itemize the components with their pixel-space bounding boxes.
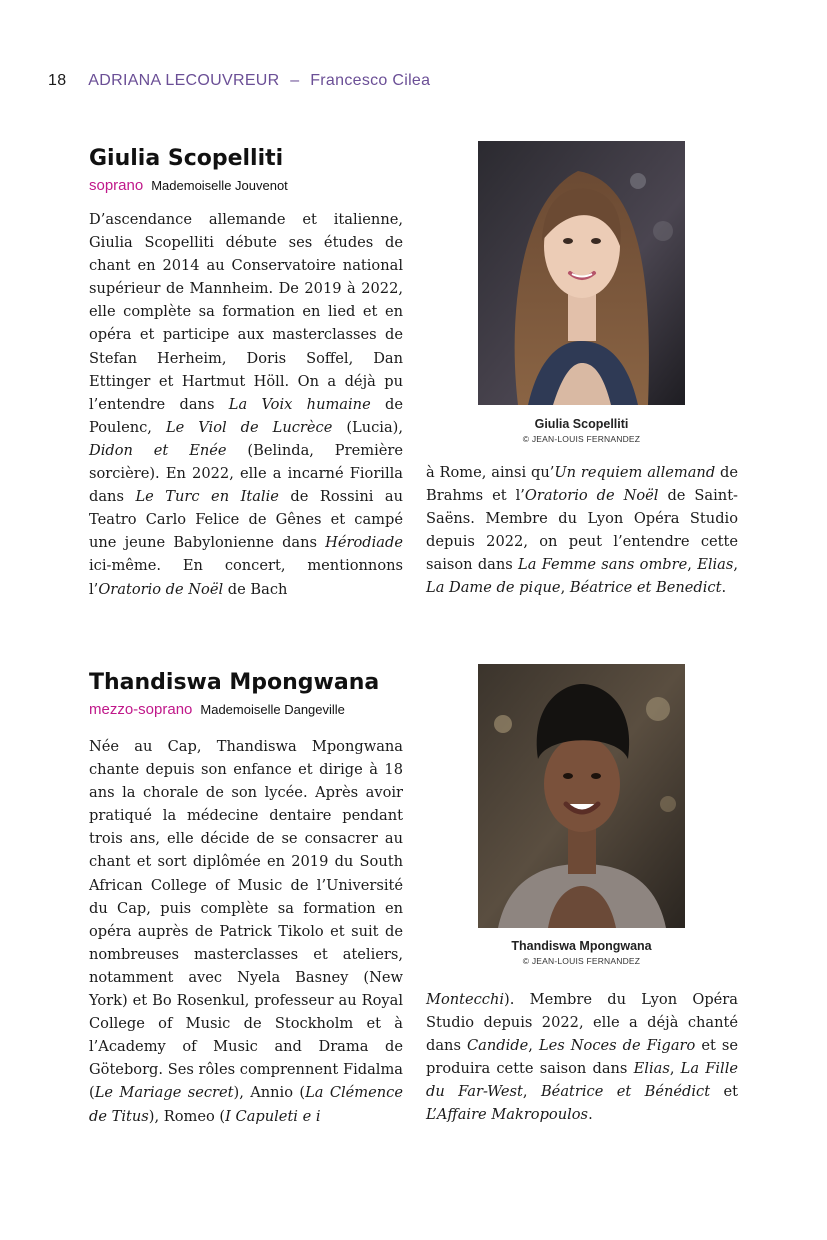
artist-role-line — [89, 177, 288, 194]
voice-type: soprano — [89, 177, 144, 194]
artist-bio-right: Montecchi). Membre du Lyon Opéra Studio depuis 2022, elle a déjà chanté dans Candide, Les Noces de Figaro et se produira cette saison dans Elias, La Fille du Far-West, Béatrice et Bénédict et L’Affaire Makropoulos. — [426, 991, 739, 1124]
opera-title: ADRIANA LECOUVREUR — [88, 72, 280, 89]
artist-bio-right: à Rome, ainsi qu’Un requiem allemand de Brahms et l’Oratorio de Noël de Saint-Saëns. Membre du Lyon Opéra Studio depuis 2022, on peut l’entendre cette saison dans La Femme sans ombre, Elias, La Dame de pique, Béatrice et Benedict. — [426, 464, 739, 597]
composer-name: Francesco Cilea — [310, 72, 431, 89]
page-header — [48, 72, 430, 90]
character-role: Mademoiselle Dangeville — [200, 702, 345, 717]
artist-role-line — [89, 701, 345, 718]
artist-bio-left: D’ascendance allemande et italienne, Giulia Scopelliti débute ses études de chant en 2014 au Conservatoire national supérieur de Mannheim. De 2019 à 2022, elle complète sa formation en lied et en opéra et participe aux masterclasses de Stefan Herheim, Doris Soffel, Dan Ettinger et Hartmut Höll. On a déjà pu l’entendre dans La Voix humaine de Poulenc, Le Viol de Lucrèce (Lucia), Didon et Enée (Belinda, Première sorcière). En 2022, elle a incarné Fiorilla dans Le Turc en Italie de Rossini au Teatro Carlo Felice de Gênes et campé une jeune Babylonienne dans Hérodiade ici-même. En concert, mentionnons l’Oratorio de Noël de Bach — [89, 211, 404, 598]
photo-caption-name: Giulia Scopelliti — [534, 417, 629, 431]
character-role: Mademoiselle Jouvenot — [151, 178, 288, 193]
portrait-photo-scopelliti — [478, 141, 685, 405]
artist-name: Giulia Scopelliti — [89, 146, 284, 171]
photo-caption-name: Thandiswa Mpongwana — [511, 939, 652, 953]
photo-credit: © JEAN-LOUIS FERNANDEZ — [522, 434, 641, 444]
photo-caption — [478, 939, 685, 966]
voice-type: mezzo-soprano — [89, 701, 193, 718]
header-separator: – — [290, 72, 300, 89]
artist-name: Thandiswa Mpongwana — [89, 670, 380, 695]
portrait-photo-mpongwana — [478, 664, 685, 928]
photo-credit: © JEAN-LOUIS FERNANDEZ — [522, 956, 641, 966]
page-number: 18 — [48, 72, 67, 89]
artist-bio-left: Née au Cap, Thandiswa Mpongwana chante depuis son enfance et dirige à 18 ans la chorale de son lycée. Après avoir pratiqué la médecine dentaire pendant trois ans, elle décide de se consacrer au chant et sort diplômée en 2019 du South African College of Music de l’Université du Cap, puis complète sa formation en opéra auprès de Patrick Tikolo et suit de nombreuses masterclasses et ateliers, notamment avec Nyela Basney (New York) et Bo Rosenkul, professeur au Royal College of Music de Stockholm et à l’Academy of Music and Drama de Göteborg. Ses rôles comprennent Fidalma (Le Mariage secret), Annio (La Clémence de Titus), Romeo (I Capuleti e i — [89, 738, 403, 1125]
photo-caption — [478, 417, 685, 444]
